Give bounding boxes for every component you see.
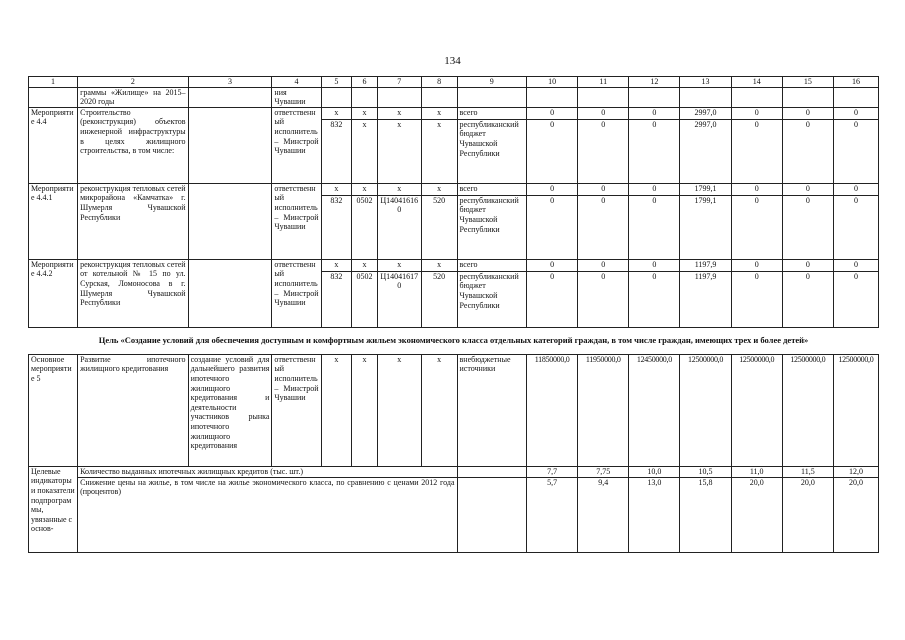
goal-row — [29, 327, 879, 354]
value-cell: 0 — [782, 119, 833, 183]
code-cell: x — [421, 259, 457, 271]
table-cell — [421, 87, 457, 107]
value-cell: 7,75 — [578, 466, 629, 477]
value-cell: 0 — [731, 183, 782, 195]
value-cell: 0 — [578, 183, 629, 195]
value-cell: 10,5 — [680, 466, 731, 477]
table-cell — [29, 87, 78, 107]
value-cell: 11950000,0 — [578, 354, 629, 466]
table-cell — [731, 87, 782, 107]
goal-cell — [188, 183, 272, 259]
value-cell: 0 — [833, 259, 878, 271]
value-cell: 20,0 — [833, 477, 878, 552]
value-cell: 0 — [629, 107, 680, 119]
value-cell: 12500000,0 — [731, 354, 782, 466]
code-cell: x — [421, 183, 457, 195]
table-row — [29, 183, 879, 195]
table-row — [29, 354, 879, 466]
goal-cell — [188, 107, 272, 183]
header-cell: 15 — [782, 77, 833, 88]
header-cell: 2 — [78, 77, 188, 88]
desc-cell: реконструкция тепловых сетей от котельной № 15 по ул. Сурская, Ломоносова в г. Шумерля Чувашской Республики — [78, 259, 188, 327]
value-cell: 0 — [731, 259, 782, 271]
table-cell — [578, 87, 629, 107]
value-cell: 0 — [833, 195, 878, 259]
table-cell — [352, 87, 378, 107]
value-cell: 0 — [578, 119, 629, 183]
value-cell: 1197,9 — [680, 271, 731, 327]
header-cell: 13 — [680, 77, 731, 88]
source-cell: республиканский бюджет Чувашской Республики — [457, 195, 527, 259]
value-cell: 0 — [578, 271, 629, 327]
value-cell: 0 — [731, 195, 782, 259]
table-cell — [782, 87, 833, 107]
value-cell: 0 — [629, 119, 680, 183]
targets-label: Целевые индикаторы и показатели подпрограммы, увязанные с основ- — [29, 466, 78, 552]
value-cell: 0 — [578, 259, 629, 271]
value-cell: 2997,0 — [680, 119, 731, 183]
value-cell: 12500000,0 — [782, 354, 833, 466]
table-cell — [833, 87, 878, 107]
goal-cell — [188, 259, 272, 327]
table-cell — [321, 87, 352, 107]
value-cell: 0 — [527, 183, 578, 195]
value-cell: 0 — [527, 259, 578, 271]
executor-cell: ответственный исполнитель – Минстрой Чувашии — [272, 354, 321, 466]
measure-id-cell: Основное мероприятие 5 — [29, 354, 78, 466]
table-cell — [457, 87, 527, 107]
header-cell: 1 — [29, 77, 78, 88]
value-cell: 0 — [833, 183, 878, 195]
value-cell: 9,4 — [578, 477, 629, 552]
executor-cell: ответственный исполнитель – Минстрой Чувашии — [272, 183, 321, 259]
target-row — [29, 466, 879, 477]
value-cell: 0 — [782, 107, 833, 119]
value-cell: 7,7 — [527, 466, 578, 477]
measure-id-cell: Мероприятие 4.4.1 — [29, 183, 78, 259]
desc-cell: Развитие ипотечного жилищного кредитования — [78, 354, 188, 466]
target-text: Количество выданных ипотечных жилищных кредитов (тыс. шт.) — [78, 466, 457, 477]
value-cell: 20,0 — [782, 477, 833, 552]
code-cell: 0502 — [352, 271, 378, 327]
value-cell: 13,0 — [629, 477, 680, 552]
value-cell: 0 — [578, 107, 629, 119]
table-row — [29, 259, 879, 271]
value-cell: 0 — [782, 259, 833, 271]
measure-id-cell: Мероприятие 4.4 — [29, 107, 78, 183]
code-cell: x — [377, 354, 421, 466]
target-text: Снижение цены на жилье, в том числе на жилье экономического класса, по сравнению с ценами 2012 года (процентов) — [78, 477, 457, 552]
value-cell: 12450000,0 — [629, 354, 680, 466]
code-cell: x — [352, 119, 378, 183]
value-cell: 0 — [629, 183, 680, 195]
table-cell — [629, 87, 680, 107]
header-cell: 4 — [272, 77, 321, 88]
value-cell: 0 — [527, 195, 578, 259]
source-cell: всего — [457, 183, 527, 195]
source-cell: всего — [457, 259, 527, 271]
value-cell: 0 — [629, 259, 680, 271]
empty-cell — [457, 466, 527, 477]
code-cell: x — [352, 259, 378, 271]
value-cell: 0 — [578, 195, 629, 259]
measure-id-cell: Мероприятие 4.4.2 — [29, 259, 78, 327]
desc-cell: граммы «Жилище» на 2015–2020 годы — [78, 87, 188, 107]
goal-cell: создание условий для дальнейшего развития ипотечного жилищного кредитования и деятельности участников рынка ипотечного жилищного кредитования — [188, 354, 272, 466]
goal-heading: Цель «Создание условий для обеспечения доступным и комфортным жильем экономического класса отдельных категорий граждан, в том числе граждан, имеющих трех и более детей» — [29, 327, 879, 354]
value-cell: 11850000,0 — [527, 354, 578, 466]
header-cell: 12 — [629, 77, 680, 88]
value-cell: 0 — [629, 195, 680, 259]
page-number: 134 — [444, 55, 461, 67]
value-cell: 0 — [527, 271, 578, 327]
source-cell: внебюджетные источники — [457, 354, 527, 466]
header-cell: 5 — [321, 77, 352, 88]
desc-cell: реконструкция тепловых сетей микрорайона «Камчатка» г. Шумерля Чувашской Республики — [78, 183, 188, 259]
code-cell: x — [321, 183, 352, 195]
source-cell: республиканский бюджет Чувашской Республики — [457, 119, 527, 183]
code-cell: x — [377, 119, 421, 183]
code-cell: x — [421, 119, 457, 183]
value-cell: 0 — [731, 119, 782, 183]
code-cell: x — [377, 259, 421, 271]
header-cell: 8 — [421, 77, 457, 88]
table-cell — [527, 87, 578, 107]
header-cell: 7 — [377, 77, 421, 88]
value-cell: 11,0 — [731, 466, 782, 477]
code-cell: x — [352, 354, 378, 466]
value-cell: 12,0 — [833, 466, 878, 477]
code-cell: x — [321, 259, 352, 271]
code-cell: x — [421, 107, 457, 119]
value-cell: 0 — [833, 271, 878, 327]
value-cell: 20,0 — [731, 477, 782, 552]
table-row — [29, 107, 879, 119]
value-cell: 12500000,0 — [833, 354, 878, 466]
table-cell — [377, 87, 421, 107]
header-cell: 6 — [352, 77, 378, 88]
value-cell: 1197,9 — [680, 259, 731, 271]
code-cell: 832 — [321, 119, 352, 183]
value-cell: 0 — [629, 271, 680, 327]
code-cell: 832 — [321, 195, 352, 259]
code-cell: x — [377, 107, 421, 119]
code-cell: 832 — [321, 271, 352, 327]
program-table — [28, 76, 879, 553]
header-row — [29, 77, 879, 88]
target-row — [29, 477, 879, 552]
code-cell: x — [321, 107, 352, 119]
code-cell: x — [321, 354, 352, 466]
code-cell: x — [421, 354, 457, 466]
value-cell: 1799,1 — [680, 195, 731, 259]
header-cell: 11 — [578, 77, 629, 88]
code-cell: 520 — [421, 195, 457, 259]
code-cell: 520 — [421, 271, 457, 327]
value-cell: 1799,1 — [680, 183, 731, 195]
value-cell: 15,8 — [680, 477, 731, 552]
value-cell: 0 — [833, 107, 878, 119]
code-cell: 0502 — [352, 195, 378, 259]
source-cell: всего — [457, 107, 527, 119]
value-cell: 11,5 — [782, 466, 833, 477]
executor-cell: ответственный исполнитель – Минстрой Чувашии — [272, 259, 321, 327]
header-cell: 10 — [527, 77, 578, 88]
value-cell: 0 — [782, 183, 833, 195]
header-cell: 9 — [457, 77, 527, 88]
value-cell: 0 — [527, 119, 578, 183]
table-cell — [188, 87, 272, 107]
value-cell: 0 — [833, 119, 878, 183]
table-cell — [680, 87, 731, 107]
code-cell: x — [377, 183, 421, 195]
value-cell: 5,7 — [527, 477, 578, 552]
executor-cell: ния Чувашии — [272, 87, 321, 107]
code-cell: Ц140416170 — [377, 271, 421, 327]
value-cell: 12500000,0 — [680, 354, 731, 466]
empty-cell — [457, 477, 527, 552]
value-cell: 0 — [782, 195, 833, 259]
value-cell: 10,0 — [629, 466, 680, 477]
value-cell: 2997,0 — [680, 107, 731, 119]
header-cell: 16 — [833, 77, 878, 88]
value-cell: 0 — [782, 271, 833, 327]
source-cell: республиканский бюджет Чувашской Республики — [457, 271, 527, 327]
header-cell: 14 — [731, 77, 782, 88]
header-cell: 3 — [188, 77, 272, 88]
desc-cell: Строительство (реконструкция) объектов инженерной инфраструктуры в целях жилищного строительства, в том числе: — [78, 107, 188, 183]
value-cell: 0 — [527, 107, 578, 119]
value-cell: 0 — [731, 107, 782, 119]
code-cell: x — [352, 183, 378, 195]
code-cell: x — [352, 107, 378, 119]
executor-cell: ответственный исполнитель – Минстрой Чувашии — [272, 107, 321, 183]
value-cell: 0 — [731, 271, 782, 327]
code-cell: Ц140416160 — [377, 195, 421, 259]
table-row — [29, 87, 879, 107]
